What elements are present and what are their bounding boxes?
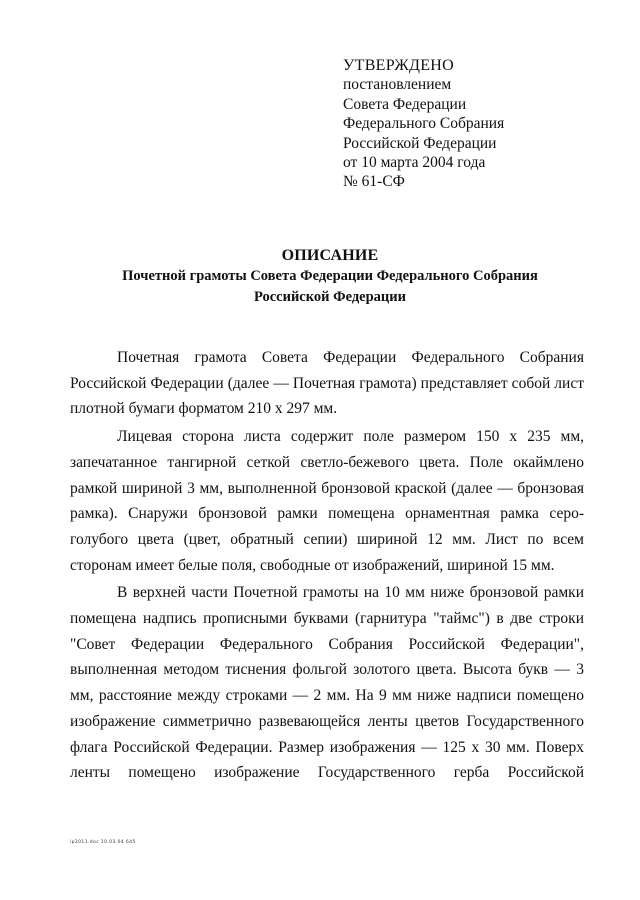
approval-line: Совета Федерации <box>343 95 467 113</box>
approval-line: постановлением <box>343 76 452 94</box>
document-body <box>70 345 584 788</box>
paragraph-format: Почетная грамота Совета Федерации Федерального Собрания Российской Федерации (далее — Почетная грамота) представляет собой лист плотной бумаги форматом 210 х 297 мм. <box>70 349 584 418</box>
approval-line: Российской Федерации <box>343 134 497 152</box>
paragraph-top-part: В верхней части Почетной грамоты на 10 мм ниже бронзовой рамки помещена надпись прописными буквами (гарнитура "таймс") в две строки "Совет Федерации Федерального Собрания Российской Федерации", выполненная методом тиснения фольгой золотого цвета. Высота букв — 3 мм, расстояние между строками — 2 мм. На 9 мм ниже надписи помещено изображение симметрично развевающейся ленты цветов Государственного флага Российской Федерации. Размер изображения — 125 х 30 мм. Поверх ленты помещено изображение Государственного герба Российской <box>70 584 584 782</box>
file-footer-code: ip2011.doc 10.03.04 645 <box>70 840 136 845</box>
paragraph-front-side: Лицевая сторона листа содержит поле размером 150 х 235 мм, запечатанное тангирной сеткой светло-бежевого цвета. Поле окаймлено рамкой шириной 3 мм, выполненной бронзовой краской (далее — бронзовая рамка). Снаружи бронзовой рамки помещена орнаментная рамка серо-голубого цвета (цвет, обратный сепии) шириной 12 мм. Лист по всем сторонам имеет белые поля, свободные от изображений, шириной 15 мм. <box>70 428 584 574</box>
approval-line: Федерального Собрания <box>343 115 505 133</box>
document-subtitle-line1: Почетной грамоты Совета Федерации Федерального Собрания <box>122 268 538 284</box>
document-subtitle-line2: Российской Федерации <box>253 289 406 305</box>
document-title: ОПИСАНИЕ <box>281 247 379 264</box>
document-title-block <box>70 246 590 308</box>
approval-date: от 10 марта 2004 года <box>343 154 486 172</box>
approval-heading: УТВЕРЖДЕНО <box>343 57 455 74</box>
approval-stamp <box>343 56 623 192</box>
approval-number: № 61-СФ <box>343 173 405 191</box>
